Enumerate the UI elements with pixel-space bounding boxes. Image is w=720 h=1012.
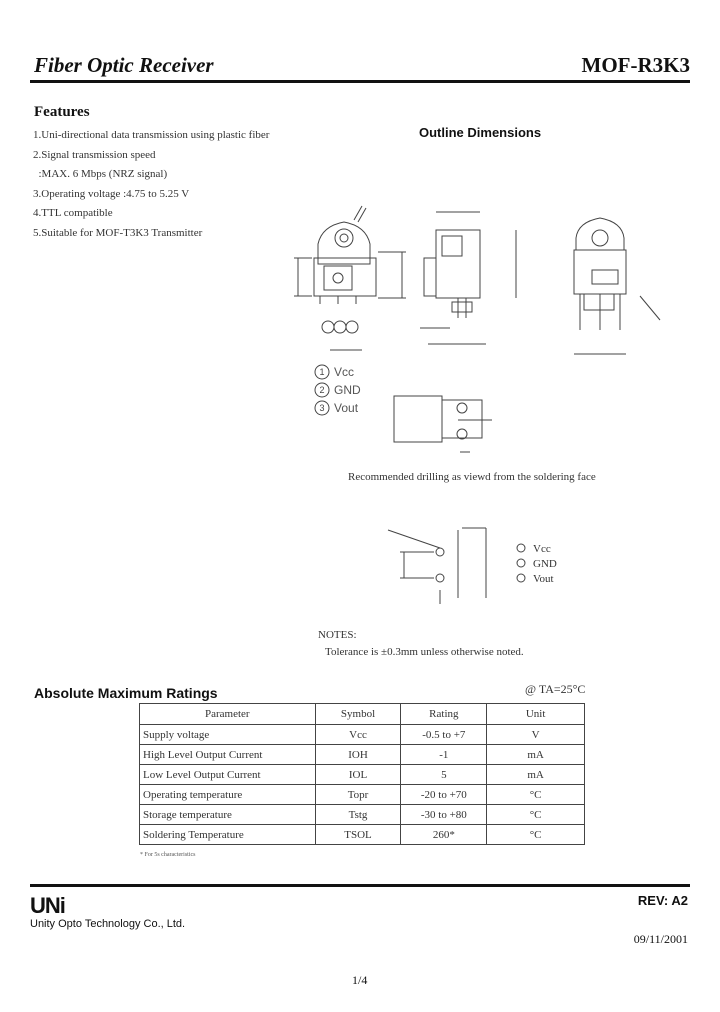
outline-heading: Outline Dimensions — [419, 125, 542, 140]
feature-item: 3.Operating voltage :4.75 to 5.25 V — [33, 187, 190, 200]
feature-item: :MAX. 6 Mbps (NRZ signal) — [33, 168, 168, 180]
features-list — [33, 126, 269, 243]
table-row — [140, 765, 585, 785]
column-header-rating: Rating — [401, 704, 487, 725]
table-header-row — [140, 704, 585, 725]
revision-label: REV: A2 — [637, 893, 688, 908]
cell-symbol: IOH — [315, 745, 401, 765]
drill-legend-vcc: Vcc — [533, 543, 551, 555]
feature-item: 5.Suitable for MOF-T3K3 Transmitter — [33, 226, 203, 239]
notes-label: NOTES: — [318, 629, 357, 641]
cell-symbol: Vcc — [315, 725, 401, 745]
pin-legend-vcc: Vcc — [334, 365, 355, 379]
drill-legend-vout: Vout — [533, 573, 554, 585]
page-number: 1/4 — [352, 973, 368, 987]
header-rule — [30, 80, 690, 83]
feature-item: 2.Signal transmission speed — [33, 148, 156, 161]
table-row — [140, 825, 585, 845]
document-date: 09/11/2001 — [633, 932, 688, 946]
cell-unit: mA — [487, 745, 585, 765]
cell-parameter: Storage temperature — [140, 805, 316, 825]
ratings-footnote: * For 5s characteristics — [140, 852, 196, 858]
ratings-table — [139, 703, 585, 845]
cell-unit: V — [487, 725, 585, 745]
cell-rating: -20 to +70 — [401, 785, 487, 805]
part-number: MOF-R3K3 — [581, 53, 690, 77]
cell-parameter: Soldering Temperature — [140, 825, 316, 845]
company-name: Unity Opto Technology Co., Ltd. — [30, 918, 186, 930]
pin-legend-gnd: GND — [334, 383, 361, 397]
cell-symbol: IOL — [315, 765, 401, 785]
feature-item: 4.TTL compatible — [33, 207, 113, 219]
cell-rating: -0.5 to +7 — [401, 725, 487, 745]
cell-parameter: Supply voltage — [140, 725, 316, 745]
cell-unit: °C — [487, 785, 585, 805]
drilling-pattern-drawing — [388, 528, 486, 604]
drill-legend-gnd: GND — [533, 558, 557, 570]
pin-number-3: 3 — [319, 403, 325, 413]
table-row — [140, 745, 585, 765]
pin-number-1: 1 — [319, 367, 325, 377]
column-header-symbol: Symbol — [315, 704, 401, 725]
cell-parameter: Operating temperature — [140, 785, 316, 805]
column-header-parameter: Parameter — [140, 704, 316, 725]
ratings-condition: @ TA=25°C — [525, 682, 586, 696]
pin-legend-vout: Vout — [334, 401, 359, 415]
cell-rating: -30 to +80 — [401, 805, 487, 825]
footer-rule — [30, 884, 690, 887]
cell-unit: °C — [487, 825, 585, 845]
document-title: Fiber Optic Receiver — [34, 53, 214, 77]
cell-unit: °C — [487, 805, 585, 825]
cell-symbol: TSOL — [315, 825, 401, 845]
company-logo: UNi — [30, 893, 65, 918]
rear-view-drawing — [574, 218, 660, 354]
pin-callout-circles — [322, 321, 358, 333]
cell-rating: 260* — [401, 825, 487, 845]
front-view-drawing — [294, 206, 406, 350]
bottom-view-drawing — [394, 396, 492, 452]
cell-symbol: Tstg — [315, 805, 401, 825]
table-row — [140, 805, 585, 825]
table-row — [140, 725, 585, 745]
cell-rating: 5 — [401, 765, 487, 785]
feature-item: 1.Uni-directional data transmission using plastic fiber — [33, 129, 270, 141]
pin-number-2: 2 — [319, 385, 325, 395]
features-heading: Features — [34, 104, 90, 120]
cell-parameter: High Level Output Current — [140, 745, 316, 765]
cell-unit: mA — [487, 765, 585, 785]
cell-symbol: Topr — [315, 785, 401, 805]
cell-parameter: Low Level Output Current — [140, 765, 316, 785]
ratings-heading: Absolute Maximum Ratings — [34, 685, 218, 701]
notes-text: Tolerance is ±0.3mm unless otherwise noted. — [325, 646, 524, 658]
cell-rating: -1 — [401, 745, 487, 765]
column-header-unit: Unit — [487, 704, 585, 725]
table-row — [140, 785, 585, 805]
side-view-drawing — [420, 212, 516, 344]
drilling-caption: Recommended drilling as viewd from the soldering face — [348, 471, 596, 483]
